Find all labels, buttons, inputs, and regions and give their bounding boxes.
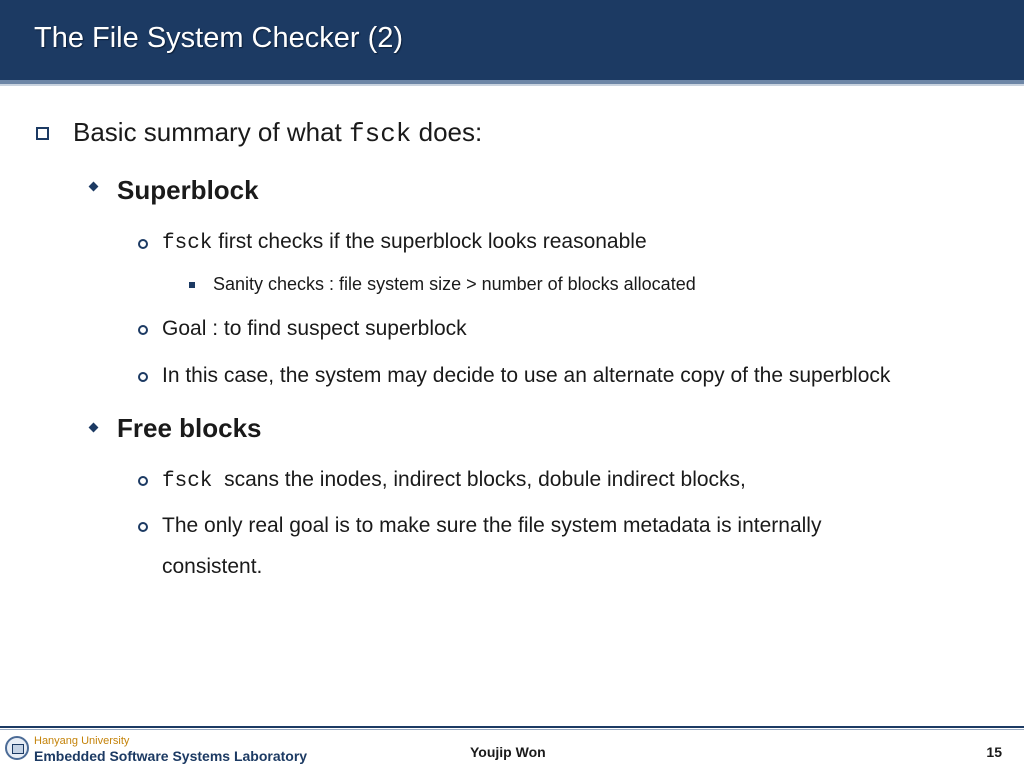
superblock-sub-item: Sanity checks : file system size > number of blocks allocated (213, 274, 696, 294)
diamond-bullet-icon (89, 182, 99, 192)
footer-lab-name: Embedded Software Systems Laboratory (34, 748, 308, 764)
circle-bullet-icon (138, 239, 148, 249)
circle-bullet-icon (138, 476, 148, 486)
intro-line (73, 119, 482, 147)
footer-university: Hanyang University (34, 735, 130, 747)
superblock-heading: Superblock (117, 175, 259, 205)
hollow-square-bullet-icon (36, 127, 49, 140)
intro-code: fsck (348, 119, 412, 149)
superblock-item-1-code: fsck (162, 232, 213, 255)
footer-divider (0, 726, 1024, 728)
footer-author: Youjip Won (470, 744, 546, 760)
page-number: 15 (986, 744, 1002, 760)
superblock-item-1-text: first checks if the superblock looks reasonable (212, 230, 647, 253)
free-blocks-item-2-line-1: The only real goal is to make sure the file system metadata is internally (162, 514, 822, 537)
free-blocks-item-1-text: scans the inodes, indirect blocks, dobule indirect blocks, (212, 468, 746, 491)
free-blocks-item-1-code: fsck (162, 470, 213, 493)
header-divider-light (0, 84, 1024, 86)
superblock-item-2: Goal : to find suspect superblock (162, 317, 467, 340)
circle-bullet-icon (138, 325, 148, 335)
university-seal-icon (5, 736, 29, 760)
free-blocks-item-1 (162, 469, 746, 492)
circle-bullet-icon (138, 522, 148, 532)
free-blocks-item-2-line-2: consistent. (162, 555, 263, 578)
intro-suffix: does: (411, 117, 483, 147)
title-bar (0, 0, 1024, 80)
intro-prefix: Basic summary of what (73, 117, 349, 147)
slide-title: The File System Checker (2) (34, 22, 404, 54)
diamond-bullet-icon (89, 423, 99, 433)
footer-divider-light (0, 729, 1024, 730)
superblock-item-3: In this case, the system may decide to use an alternate copy of the superblock (162, 364, 891, 387)
circle-bullet-icon (138, 372, 148, 382)
filled-square-bullet-icon (189, 282, 195, 288)
free-blocks-heading: Free blocks (117, 413, 262, 443)
superblock-item-1 (162, 231, 647, 254)
